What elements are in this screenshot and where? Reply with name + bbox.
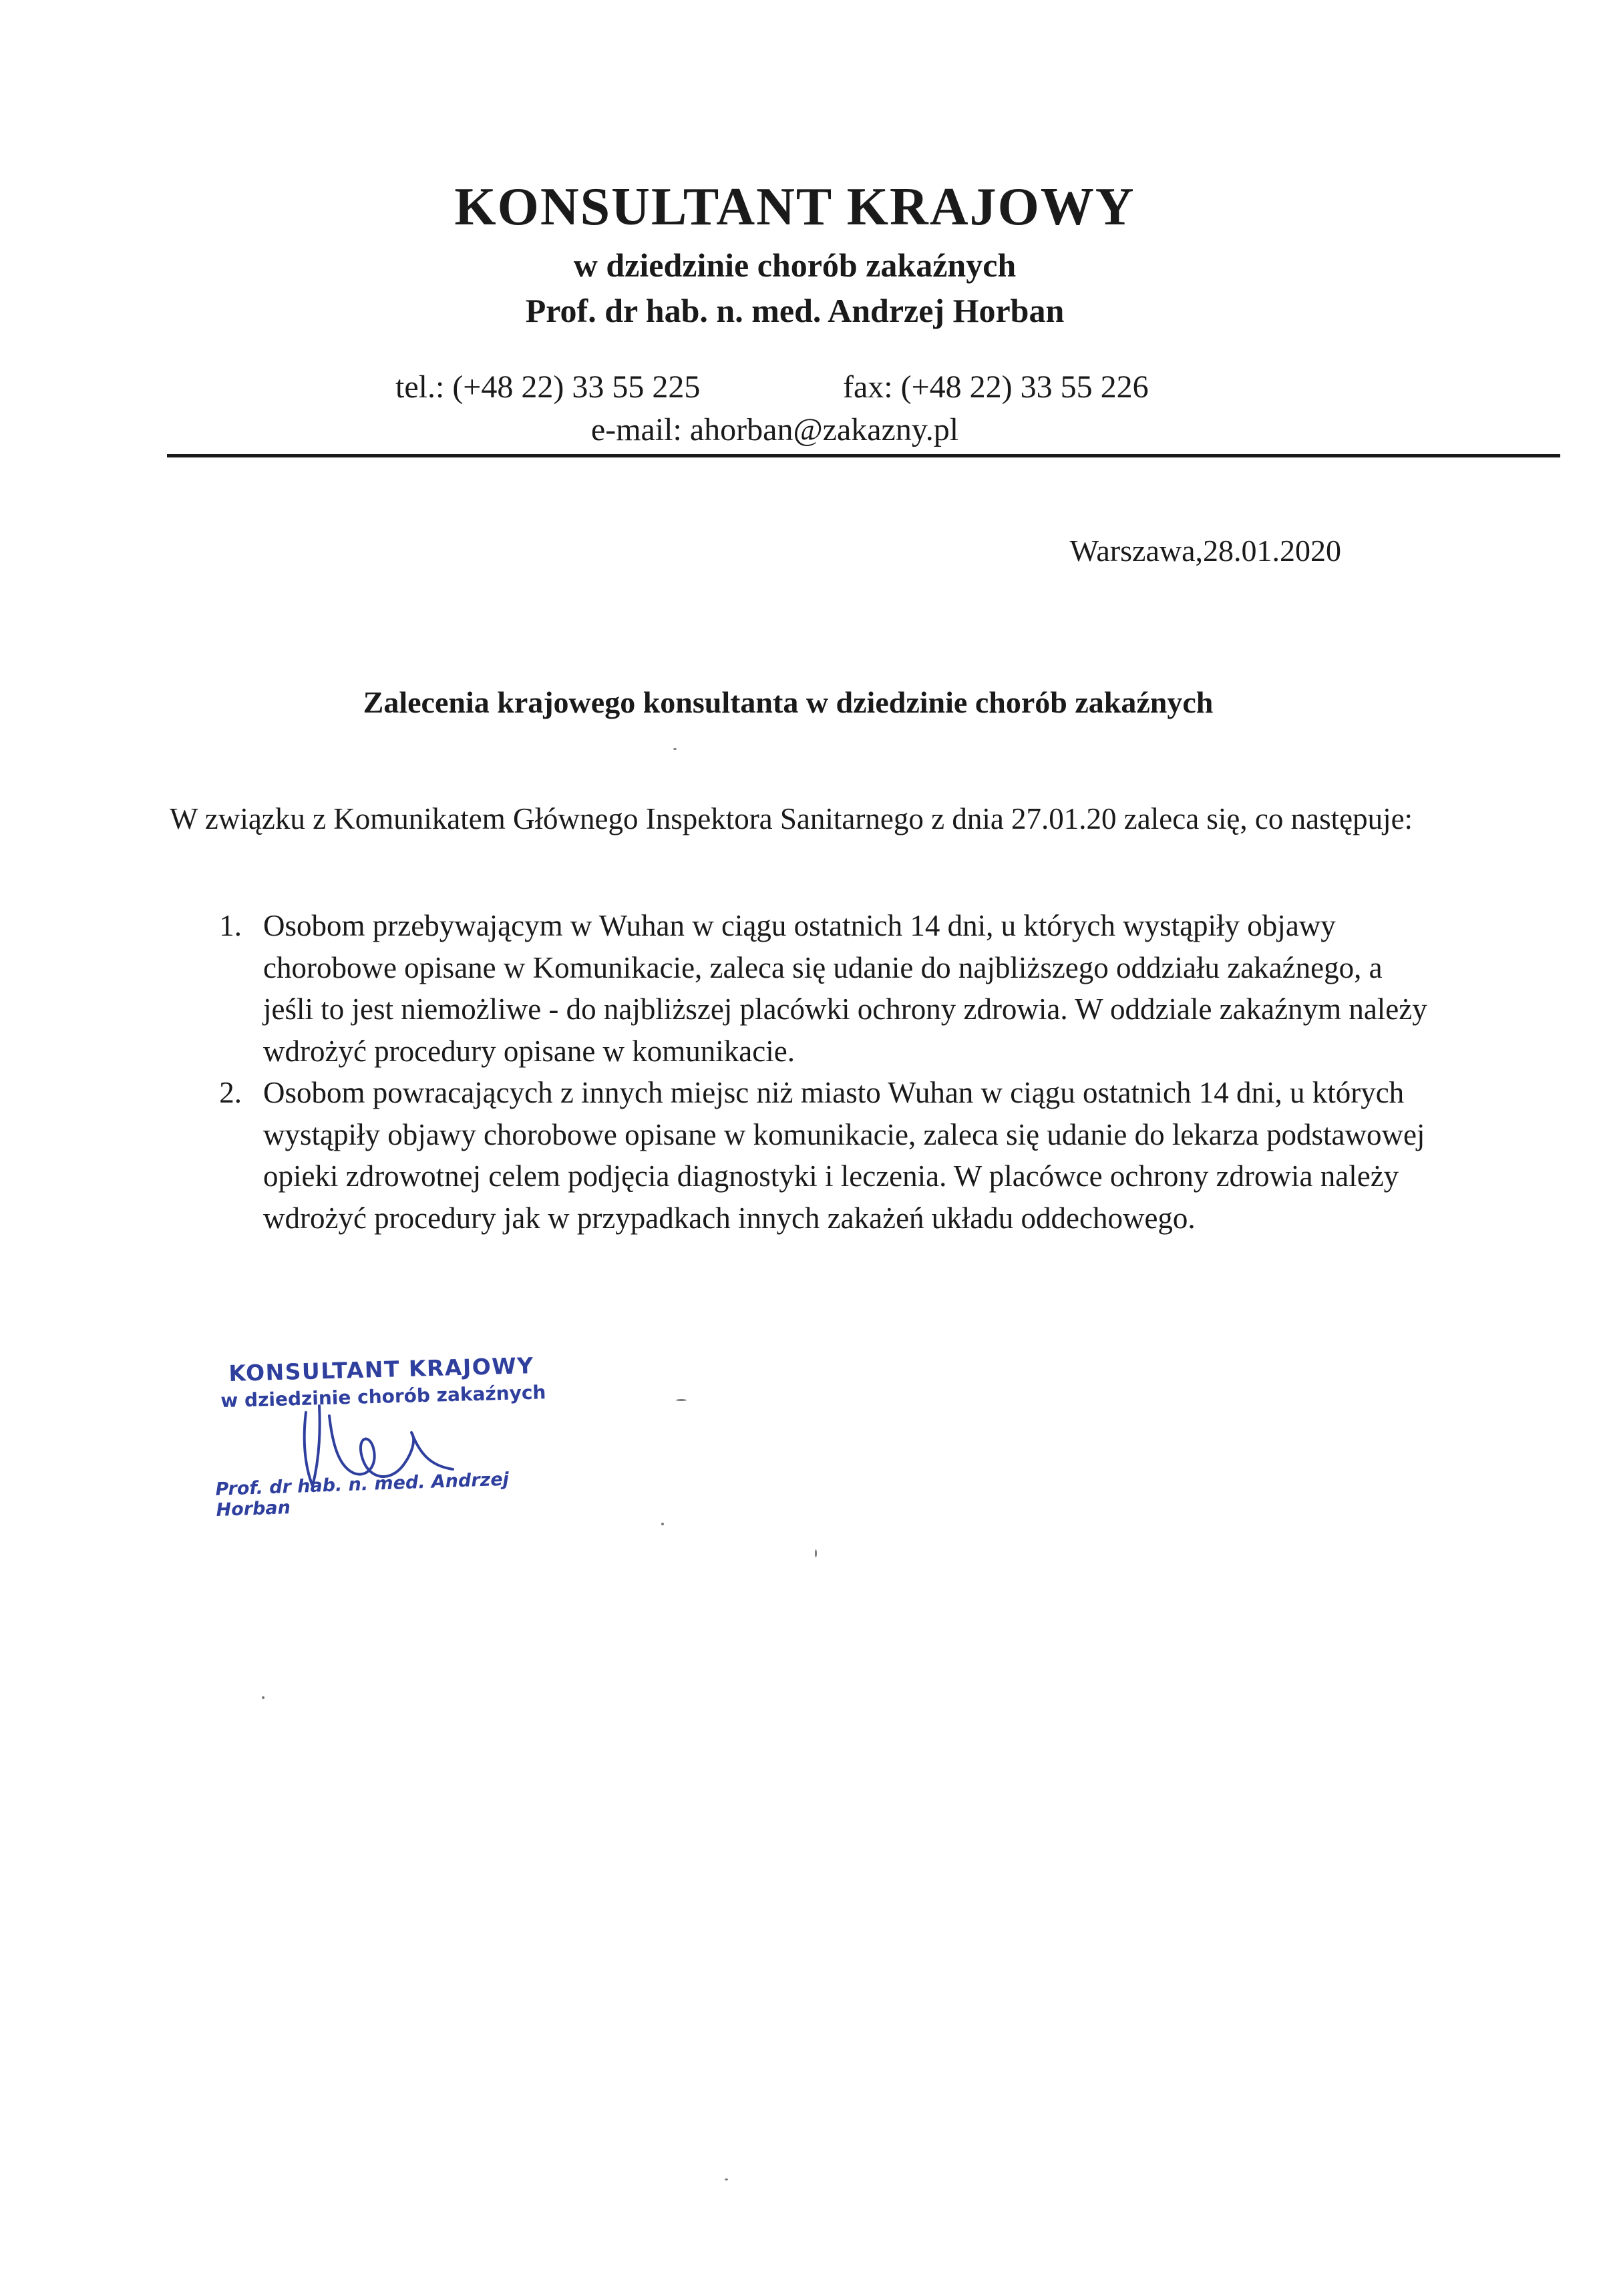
recommendations-list — [170, 905, 1439, 1239]
stamp-title: KONSULTANT KRAJOWY — [228, 1352, 535, 1386]
scan-speck — [815, 1549, 817, 1557]
intro-paragraph: W związku z Komunikatem Głównego Inspektora Sanitarnego z dnia 27.01.20 zaleca się, co następuje: — [170, 802, 1413, 835]
list-item — [170, 1072, 1439, 1239]
stamp-subtitle: w dziedzinie chorób zakaźnych — [220, 1381, 546, 1412]
scan-speck — [661, 1523, 664, 1525]
scan-speck — [673, 748, 677, 750]
contact-email: e-mail: ahorban@zakazny.pl — [590, 412, 959, 447]
letter-date: Warszawa,28.01.2020 — [1069, 534, 1341, 568]
list-item-text: Osobom powracających z innych miejsc niż miasto Wuhan w ciągu ostatnich 14 dni, u których wystąpiły objawy chorobowe opisane w komunikacie, zaleca się udanie do lekarza podstawowej opieki zdrowotnej celem podjęcia diagnostyki i leczenia. W placówce ochrony zdrowia należy wdrożyć procedury jak w przypadkach innych zakażeń układu oddechowego. — [263, 1076, 1425, 1235]
contact-fax: fax: (+48 22) 33 55 226 — [843, 369, 1149, 405]
list-item-text: Osobom przebywającym w Wuhan w ciągu ostatnich 14 dni, u których wystąpiły objawy chorobowe opisane w Komunikacie, zaleca się udanie do najbliższego oddziału zakaźnego, a jeśli to jest niemożliwe - do najbliższej placówki ochrony zdrowia. W oddziale zakaźnym należy wdrożyć procedury opisane w komunikacie. — [263, 909, 1427, 1068]
list-item-number: 1. — [219, 909, 242, 942]
list-item — [170, 905, 1439, 1072]
letterhead — [0, 175, 1603, 333]
scan-speck — [725, 2178, 728, 2180]
official-stamp — [212, 1346, 586, 1539]
contact-phone: tel.: (+48 22) 33 55 225 — [395, 369, 701, 405]
letterhead-title: KONSULTANT KRAJOWY — [454, 178, 1135, 236]
header-divider — [167, 454, 1560, 457]
stamp-name: Prof. dr hab. n. med. Andrzej Horban — [215, 1469, 510, 1521]
scan-speck — [676, 1399, 687, 1401]
list-item-number: 2. — [219, 1076, 242, 1109]
letterhead-subtitle: w dziedzinie chorób zakaźnych — [573, 246, 1017, 284]
document-title: Zalecenia krajowego konsultanta w dziedzinie chorób zakaźnych — [363, 685, 1214, 719]
letterhead-name: Prof. dr hab. n. med. Andrzej Horban — [525, 292, 1065, 329]
scan-speck — [262, 1696, 264, 1699]
